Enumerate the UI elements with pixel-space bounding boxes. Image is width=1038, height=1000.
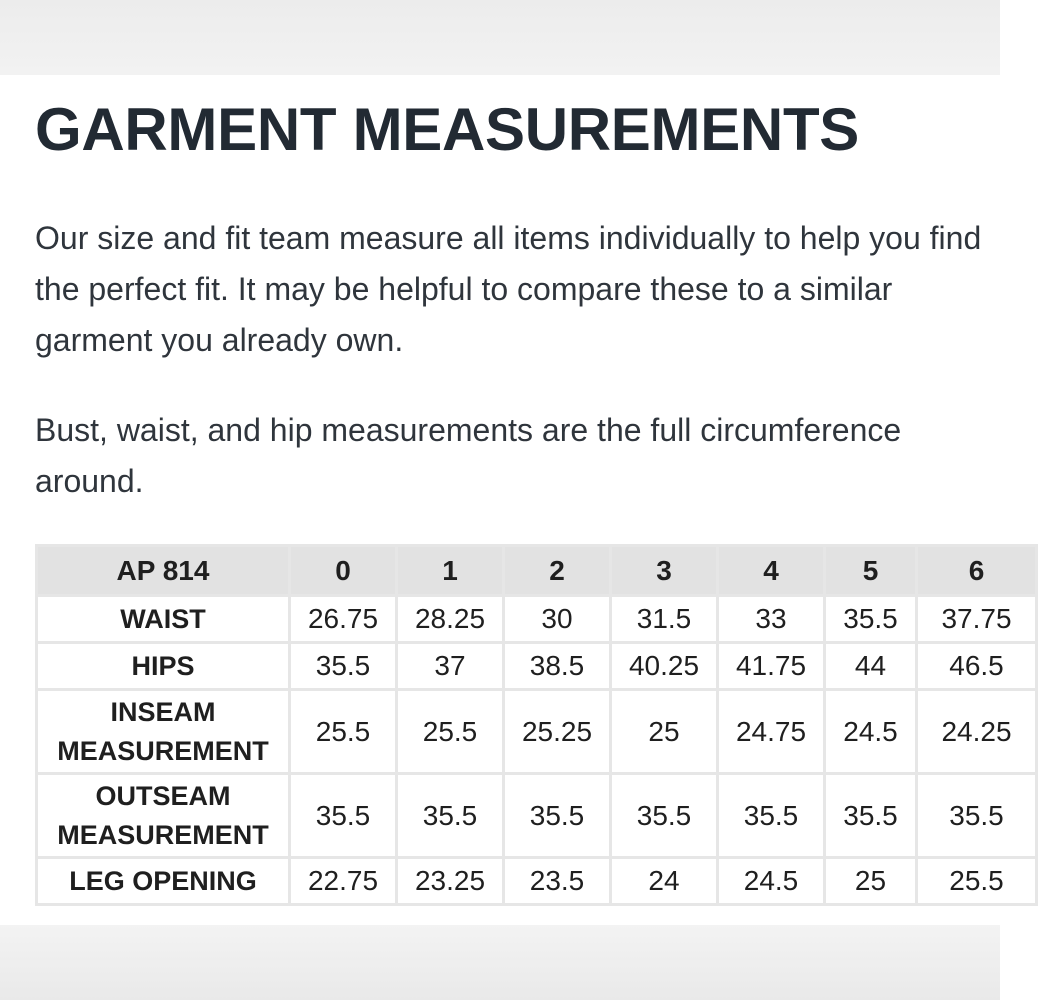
table-cell: 25 bbox=[611, 690, 718, 774]
table-cell: 24.5 bbox=[718, 858, 825, 905]
table-row-outseam bbox=[37, 774, 1037, 858]
size-header: 3 bbox=[611, 546, 718, 596]
table-cell: 25.5 bbox=[397, 690, 504, 774]
table-cell: 25 bbox=[825, 858, 917, 905]
table-cell: 24 bbox=[611, 858, 718, 905]
style-code-header: AP 814 bbox=[37, 546, 290, 596]
size-header: 1 bbox=[397, 546, 504, 596]
size-header: 0 bbox=[290, 546, 397, 596]
table-cell: 35.5 bbox=[290, 774, 397, 858]
table-cell: 31.5 bbox=[611, 596, 718, 643]
table-row-hips bbox=[37, 643, 1037, 690]
table-cell: 37 bbox=[397, 643, 504, 690]
top-backdrop bbox=[0, 0, 1000, 75]
table-cell: 24.25 bbox=[917, 690, 1037, 774]
size-header: 2 bbox=[504, 546, 611, 596]
table-row-leg-opening bbox=[37, 858, 1037, 905]
row-label: LEG OPENING bbox=[37, 858, 290, 905]
table-cell: 23.25 bbox=[397, 858, 504, 905]
table-cell: 30 bbox=[504, 596, 611, 643]
table-cell: 24.5 bbox=[825, 690, 917, 774]
size-table bbox=[35, 544, 1038, 906]
table-cell: 22.75 bbox=[290, 858, 397, 905]
table-cell: 37.75 bbox=[917, 596, 1037, 643]
intro-paragraph: Our size and fit team measure all items individually to help you find the perfect fit. It may be helpful to compare these to a similar garment you already own. bbox=[35, 220, 982, 358]
circumference-note: Bust, waist, and hip measurements are the full circumference around. bbox=[35, 412, 902, 499]
table-header-row bbox=[37, 546, 1037, 596]
row-label: HIPS bbox=[37, 643, 290, 690]
table-cell: 40.25 bbox=[611, 643, 718, 690]
row-label: OUTSEAM MEASUREMENT bbox=[37, 774, 290, 858]
table-row-inseam bbox=[37, 690, 1037, 774]
table-cell: 33 bbox=[718, 596, 825, 643]
table-row-waist bbox=[37, 596, 1037, 643]
table-cell: 46.5 bbox=[917, 643, 1037, 690]
table-cell: 25.25 bbox=[504, 690, 611, 774]
table-cell: 35.5 bbox=[825, 596, 917, 643]
table-cell: 35.5 bbox=[718, 774, 825, 858]
table-cell: 26.75 bbox=[290, 596, 397, 643]
table-cell: 44 bbox=[825, 643, 917, 690]
row-label: INSEAM MEASUREMENT bbox=[37, 690, 290, 774]
table-cell: 24.75 bbox=[718, 690, 825, 774]
table-cell: 35.5 bbox=[825, 774, 917, 858]
page-title: GARMENT MEASUREMENTS bbox=[35, 96, 860, 163]
row-label: WAIST bbox=[37, 596, 290, 643]
table-cell: 35.5 bbox=[290, 643, 397, 690]
table-cell: 41.75 bbox=[718, 643, 825, 690]
table-cell: 28.25 bbox=[397, 596, 504, 643]
table-cell: 25.5 bbox=[917, 858, 1037, 905]
table-cell: 35.5 bbox=[611, 774, 718, 858]
measurements-card bbox=[0, 75, 1012, 925]
table-cell: 35.5 bbox=[397, 774, 504, 858]
size-header: 4 bbox=[718, 546, 825, 596]
size-table-container bbox=[35, 544, 1012, 925]
size-header: 6 bbox=[917, 546, 1037, 596]
table-cell: 23.5 bbox=[504, 858, 611, 905]
size-header: 5 bbox=[825, 546, 917, 596]
table-cell: 25.5 bbox=[290, 690, 397, 774]
table-cell: 35.5 bbox=[504, 774, 611, 858]
bottom-backdrop bbox=[0, 925, 1000, 1000]
table-cell: 38.5 bbox=[504, 643, 611, 690]
table-cell: 35.5 bbox=[917, 774, 1037, 858]
